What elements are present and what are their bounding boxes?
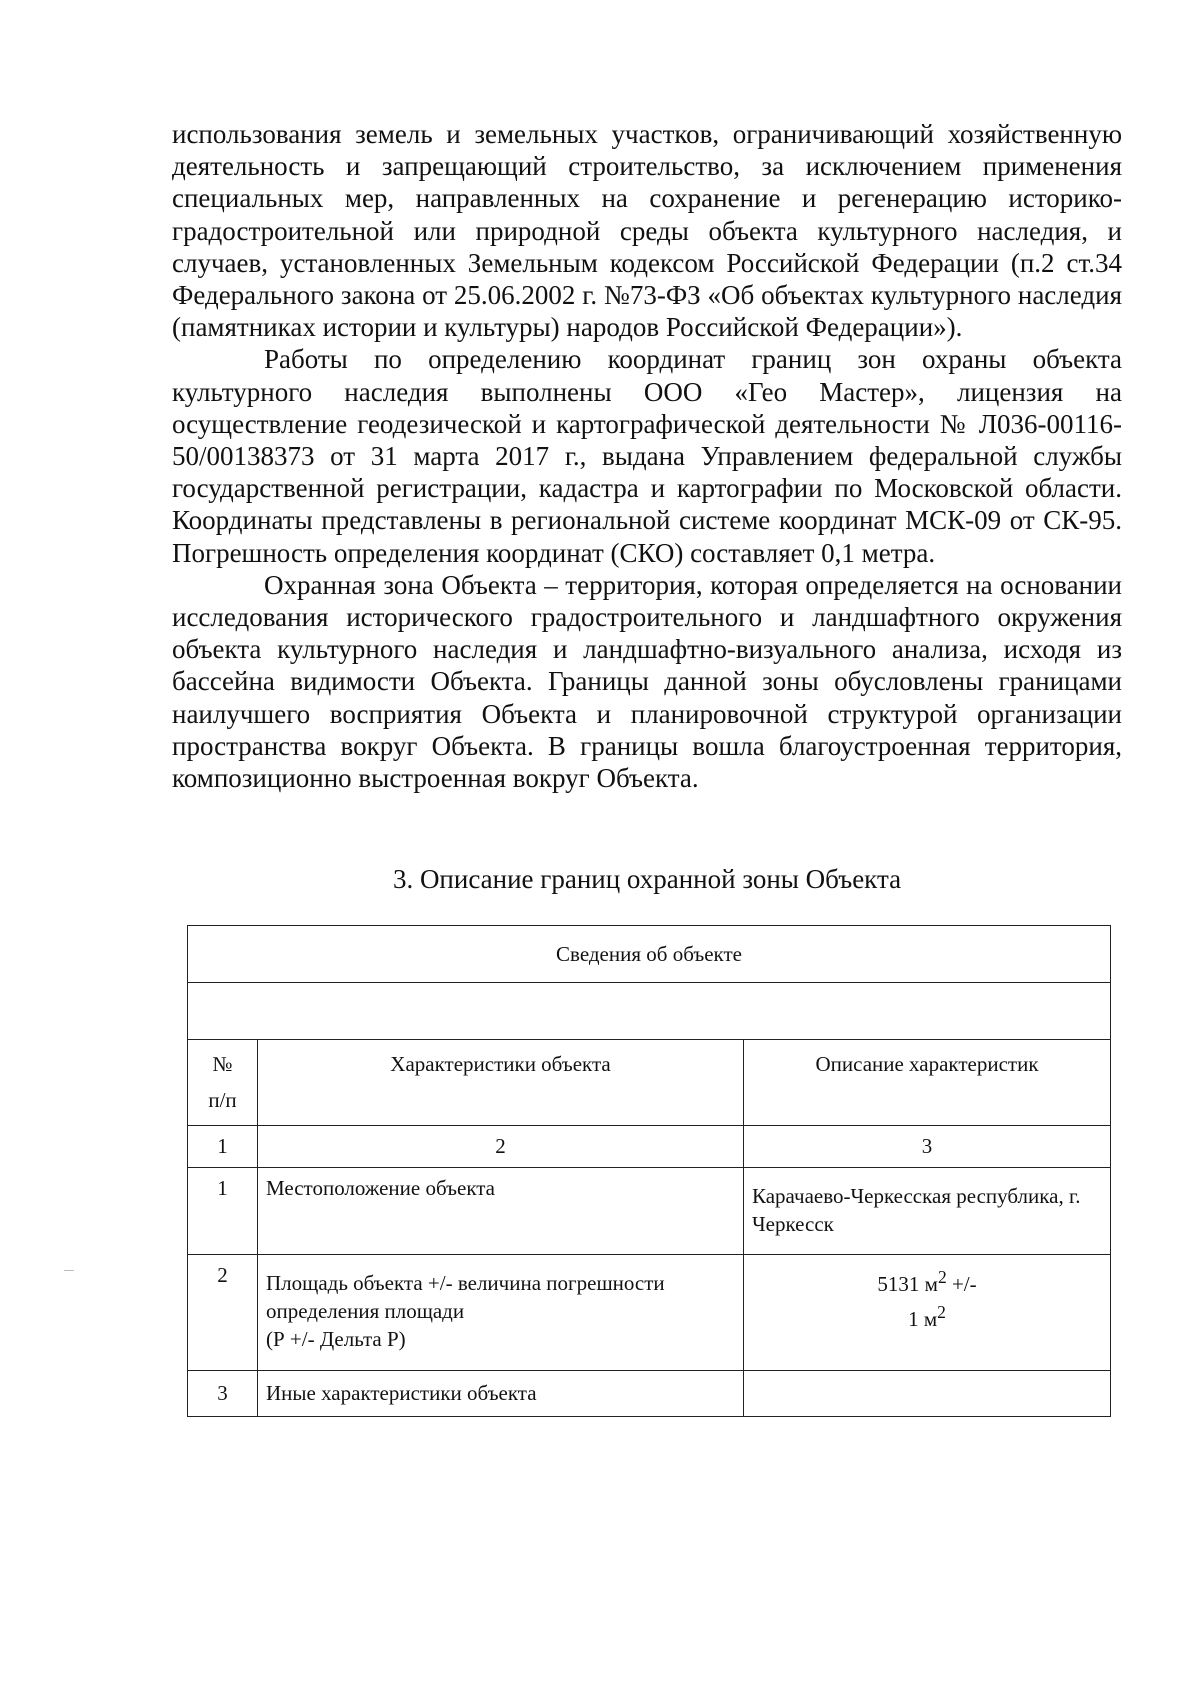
- row-characteristic: [258, 1255, 744, 1370]
- characteristic-line: (Р +/- Дельта Р): [266, 1327, 406, 1351]
- table-caption: Сведения об объекте: [556, 942, 742, 966]
- error-unit-exponent: 2: [937, 1302, 946, 1322]
- description-line: Карачаево-Черкесская республика, г.: [752, 1184, 1081, 1208]
- table-row: [188, 1168, 1110, 1255]
- section-title: 3. Описание границ охранной зоны Объекта: [392, 864, 902, 894]
- header-num-cell: [188, 1040, 258, 1125]
- row-characteristic: Иные характеристики объекта: [258, 1371, 744, 1416]
- error-line: [744, 1298, 1110, 1333]
- table-column-numbers-row: [188, 1126, 1110, 1168]
- characteristic-line: определения площади: [266, 1299, 465, 1323]
- body-text: [172, 118, 1122, 794]
- row-number: 2: [188, 1255, 258, 1370]
- row-number: 1: [188, 1168, 258, 1254]
- header-characteristics: Характеристики объекта: [258, 1040, 744, 1125]
- scan-margin-mark: [64, 1270, 74, 1271]
- error-value: 1 м: [908, 1307, 938, 1331]
- header-pp: п/п: [208, 1088, 237, 1112]
- area-value: 5131 м: [877, 1272, 938, 1296]
- paragraph-protection-zone: Охранная зона Объекта – территория, которая определяется на основании исследования исторического градостроительного и ландшафтного окружения объекта культурного наследия и ландшафтно-визуального анализа, исходя из бассейна видимости Объекта. Границы данной зоны обусловлены границами наилучшего восприятия Объекта и планировочной структурой организации пространства вокруг Объекта. В границы вошла благоустроенная территория, композиционно выстроенная вокруг Объекта.: [172, 569, 1122, 794]
- column-number-1: 1: [188, 1126, 258, 1167]
- object-info-table: [187, 925, 1111, 1417]
- area-unit-exponent: 2: [937, 1267, 947, 1287]
- characteristic-line: Площадь объекта +/- величина погрешности: [266, 1271, 665, 1295]
- row-characteristic: Местоположение объекта: [258, 1168, 744, 1254]
- description-line: Черкесск: [752, 1212, 834, 1236]
- column-number-3: 3: [921, 1134, 933, 1158]
- table-row: [188, 1371, 1110, 1416]
- header-num: №: [212, 1052, 233, 1076]
- area-tolerance-sign: +/-: [946, 1272, 977, 1296]
- table-empty-row: [188, 983, 1110, 1040]
- paragraph-coordinates-work: Работы по определению координат границ зон охраны объекта культурного наследия выполнены ООО «Гео Мастер», лицензия на осуществление геодезической и картографической деятельности № Л036-00116- 50/00138373 от 31 марта 2017 г., выдана Управлением федеральной службы государственной регистрации, кадастра и картографии по Московской области. Координаты представлены в региональной системе координат МСК-09 от СК-95. Погрешность определения координат (СКО) составляет 0,1 метра.: [172, 344, 1122, 568]
- area-line: [744, 1263, 1110, 1298]
- column-number-2: 2: [258, 1126, 744, 1167]
- row-area-value: [744, 1255, 1110, 1370]
- header-description: Описание характеристик: [815, 1052, 1039, 1076]
- table-caption-row: [188, 926, 1110, 983]
- row-description: [744, 1168, 1110, 1254]
- row-number: 3: [188, 1371, 258, 1416]
- table-header-row: [188, 1040, 1110, 1126]
- paragraph-continuation: использования земель и земельных участков, ограничивающий хозяйственную деятельность и запрещающий строительство, за исключением применения специальных мер, направленных на сохранение и регенерацию историко-градостроительной или природной среды объекта культурного наследия, и случаев, установленных Земельным кодексом Российской Федерации (п.2 ст.34 Федерального закона от 25.06.2002 г. №73-ФЗ «Об объектах культурного наследия (памятниках истории и культуры) народов Российской Федерации»).: [172, 119, 1122, 343]
- table-row: [188, 1255, 1110, 1371]
- row-description: [744, 1371, 1110, 1416]
